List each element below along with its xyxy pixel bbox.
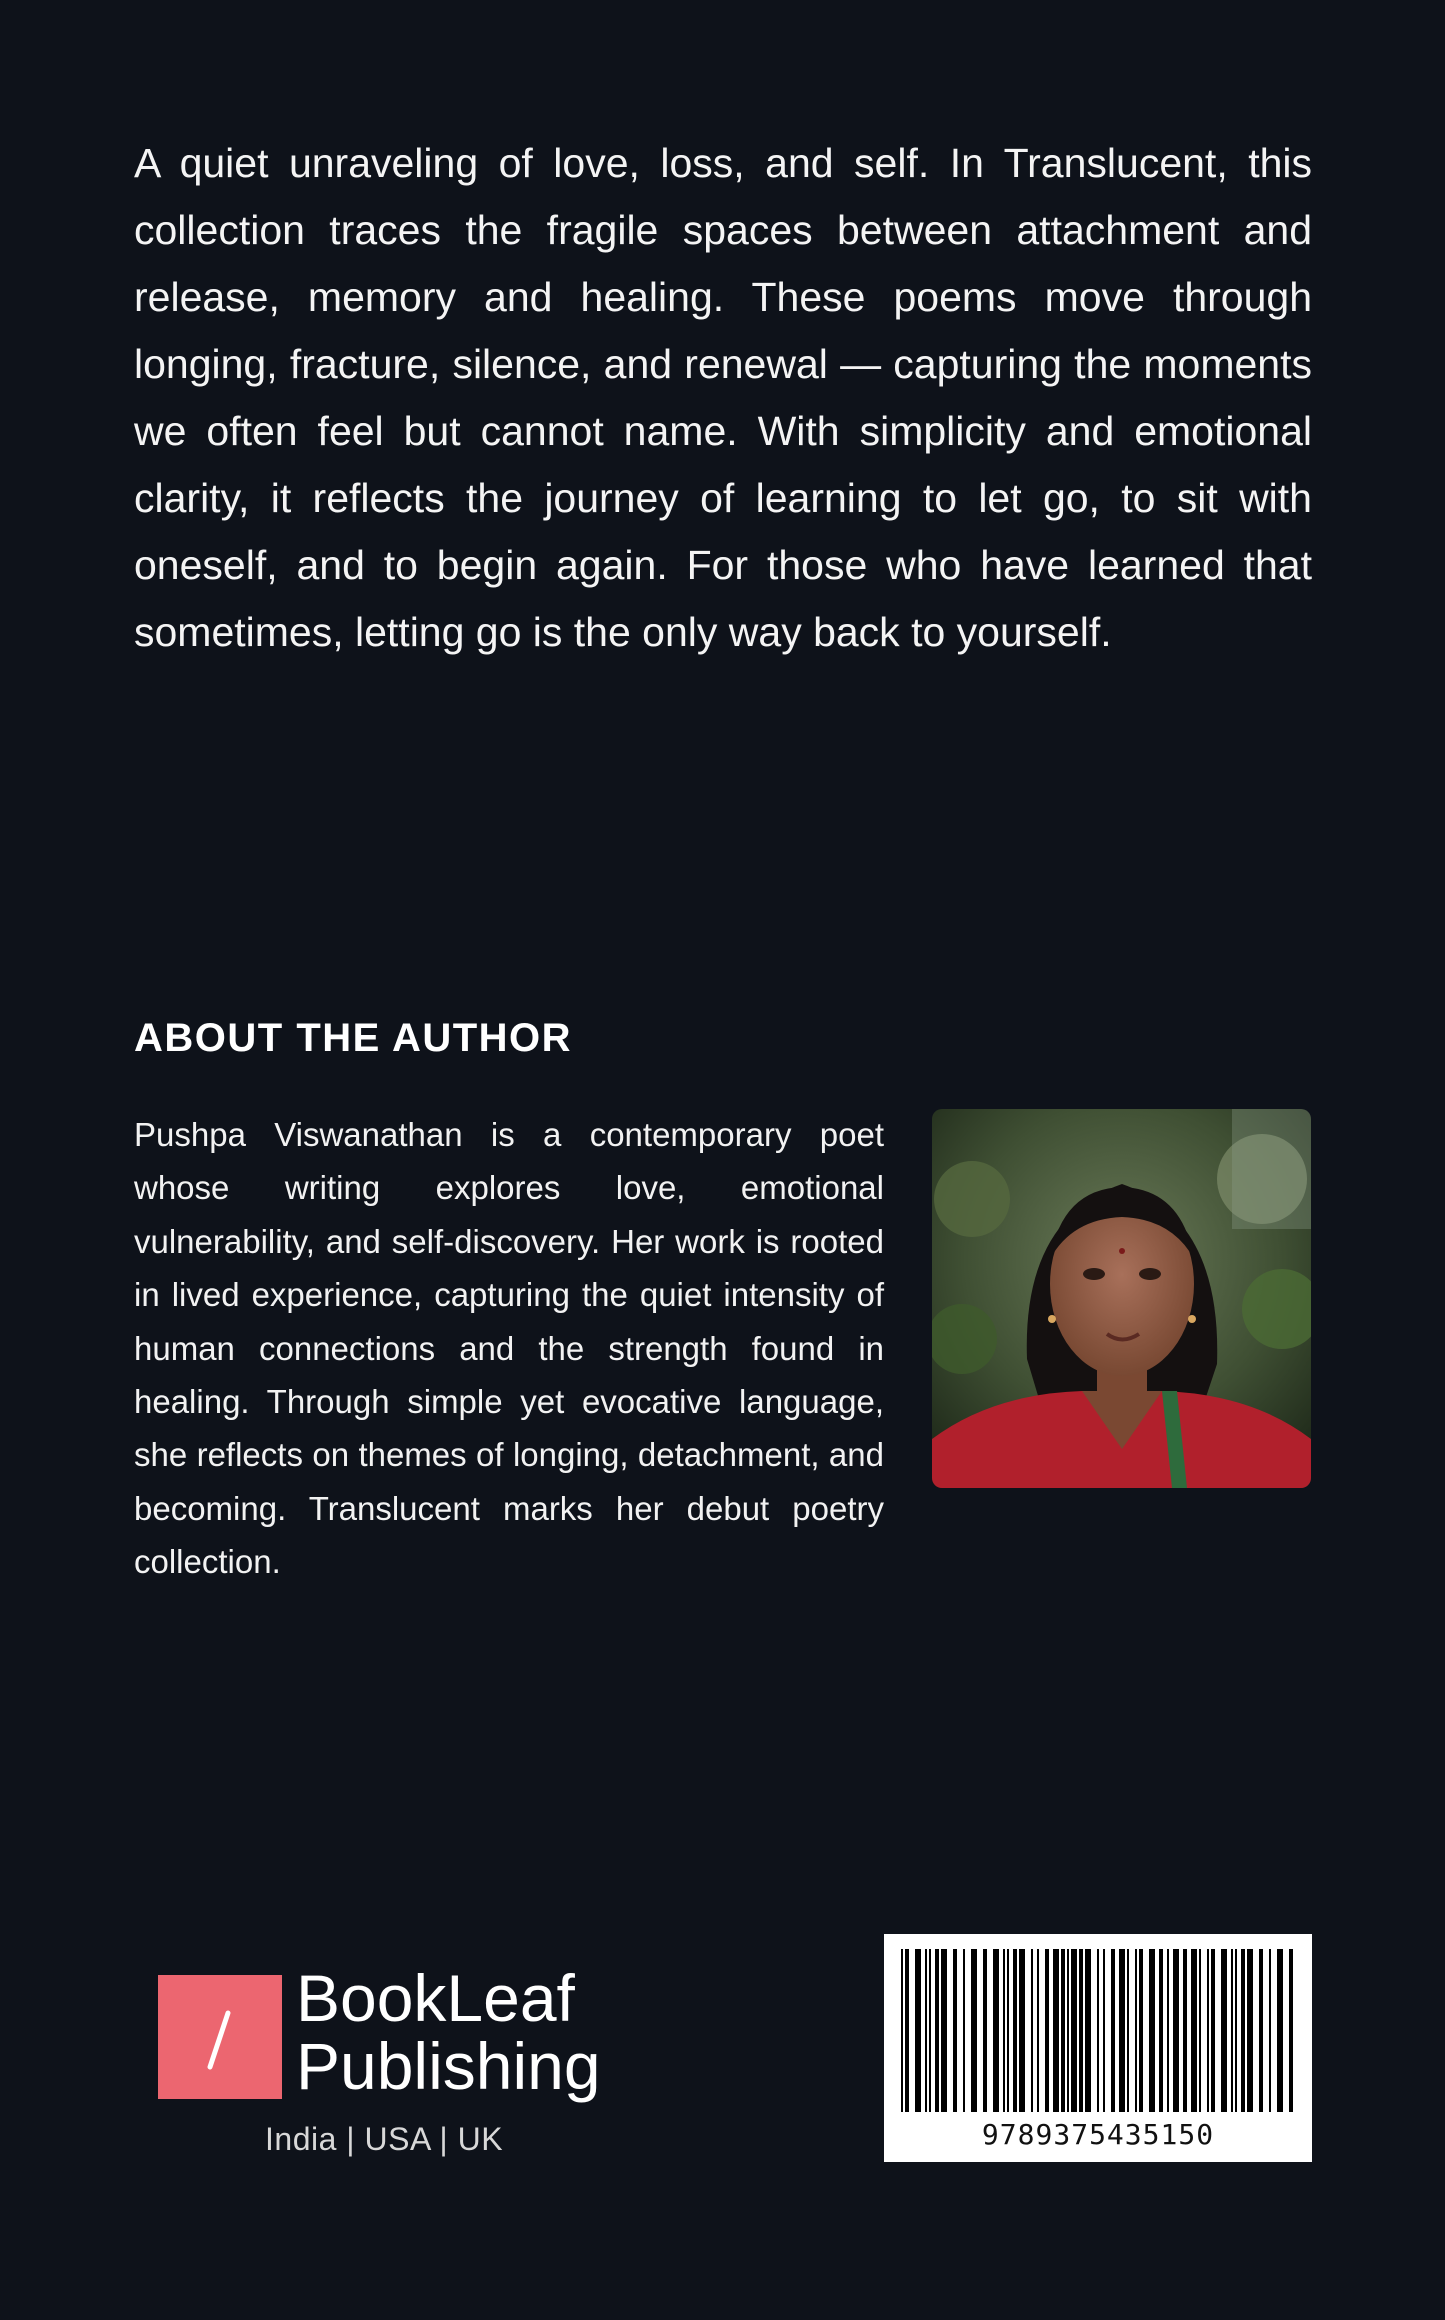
- barcode-bar: [905, 1949, 909, 2112]
- author-photo: [932, 1109, 1311, 1488]
- barcode-bar: [983, 1949, 987, 2112]
- publisher-logo: [158, 1961, 618, 2165]
- barcode-bar: [953, 1949, 957, 2112]
- barcode-bar: [1067, 1949, 1069, 2112]
- barcode-bar: [1135, 1949, 1137, 2112]
- barcode-bar: [1235, 1949, 1237, 2112]
- barcode-bar: [971, 1949, 977, 2112]
- barcode-bar: [1199, 1949, 1201, 2112]
- barcode-bar: [1183, 1949, 1187, 2112]
- barcode-bar: [1167, 1949, 1169, 2112]
- barcode-bar: [1071, 1949, 1077, 2112]
- barcode-bar: [963, 1949, 965, 2112]
- barcode-bar: [1119, 1949, 1125, 2112]
- isbn-number: 9789375435150: [981, 2118, 1215, 2151]
- barcode-bar: [1079, 1949, 1083, 2112]
- barcode-bar: [1211, 1949, 1215, 2112]
- barcode-bar: [1111, 1949, 1115, 2112]
- barcode-bar: [1221, 1949, 1227, 2112]
- barcode-bar: [901, 1949, 903, 2112]
- barcode-bar: [935, 1949, 939, 2112]
- barcode-bar: [993, 1949, 999, 2112]
- barcode-bar: [1085, 1949, 1091, 2112]
- barcode-bar: [1149, 1949, 1155, 2112]
- barcode-bar: [925, 1949, 927, 2112]
- about-author-heading: ABOUT THE AUTHOR: [134, 1016, 573, 1060]
- isbn-barcode: [884, 1934, 1312, 2162]
- barcode-bar: [1037, 1949, 1039, 2112]
- barcode-bar: [1191, 1949, 1197, 2112]
- barcode-bar: [1097, 1949, 1099, 2112]
- publisher-name-line2: Publishing: [296, 2029, 601, 2103]
- barcode-bar: [1269, 1949, 1271, 2112]
- barcode-bar: [1007, 1949, 1009, 2112]
- barcode-bar: [1231, 1949, 1233, 2112]
- barcode-bar: [1045, 1949, 1049, 2112]
- barcode-bar: [1019, 1949, 1025, 2112]
- author-portrait-icon: [932, 1109, 1311, 1488]
- barcode-bar: [1103, 1949, 1105, 2112]
- publisher-regions: India | USA | UK: [265, 2121, 504, 2157]
- barcode-bar: [915, 1949, 921, 2112]
- barcode-bar: [1289, 1949, 1293, 2112]
- publisher-name-line1: BookLeaf: [296, 1961, 575, 2035]
- barcode-bar: [1241, 1949, 1245, 2112]
- barcode-bar: [1127, 1949, 1129, 2112]
- barcode-bar: [1003, 1949, 1005, 2112]
- barcode-bar: [1061, 1949, 1065, 2112]
- barcode-bar: [1173, 1949, 1179, 2112]
- barcode-bar: [1247, 1949, 1253, 2112]
- barcode-bar: [1053, 1949, 1059, 2112]
- barcode-bar: [1139, 1949, 1143, 2112]
- barcode-bar: [1277, 1949, 1283, 2112]
- barcode-bar: [1259, 1949, 1263, 2112]
- barcode-bar: [1031, 1949, 1033, 2112]
- barcode-icon: [901, 1949, 1295, 2112]
- barcode-bar: [941, 1949, 947, 2112]
- barcode-bar: [1159, 1949, 1163, 2112]
- barcode-bar: [929, 1949, 931, 2112]
- barcode-bar: [1013, 1949, 1017, 2112]
- barcode-bar: [1207, 1949, 1209, 2112]
- logo-slash-icon: [158, 1975, 282, 2099]
- book-blurb: A quiet unraveling of love, loss, and self. In Translucent, this collection traces the fragile spaces between attachment and release, memory and healing. These poems move through longing, fracture, silence, and renewal — capturing the moments we often feel but cannot name. With simplicity and emotional clarity, it reflects the journey of learning to let go, to sit with oneself, and to begin again. For those who have learned that sometimes, letting go is the only way back to yourself.: [134, 140, 1312, 655]
- author-bio: Pushpa Viswanathan is a contemporary poet whose writing explores love, emotional vulnerability, and self-discovery. Her work is rooted in lived experience, capturing the quiet intensity of human connections and the strength found in healing. Through simple yet evocative language, she reflects on themes of longing, detachment, and becoming. Translucent marks her debut poetry collection.: [134, 1116, 884, 1581]
